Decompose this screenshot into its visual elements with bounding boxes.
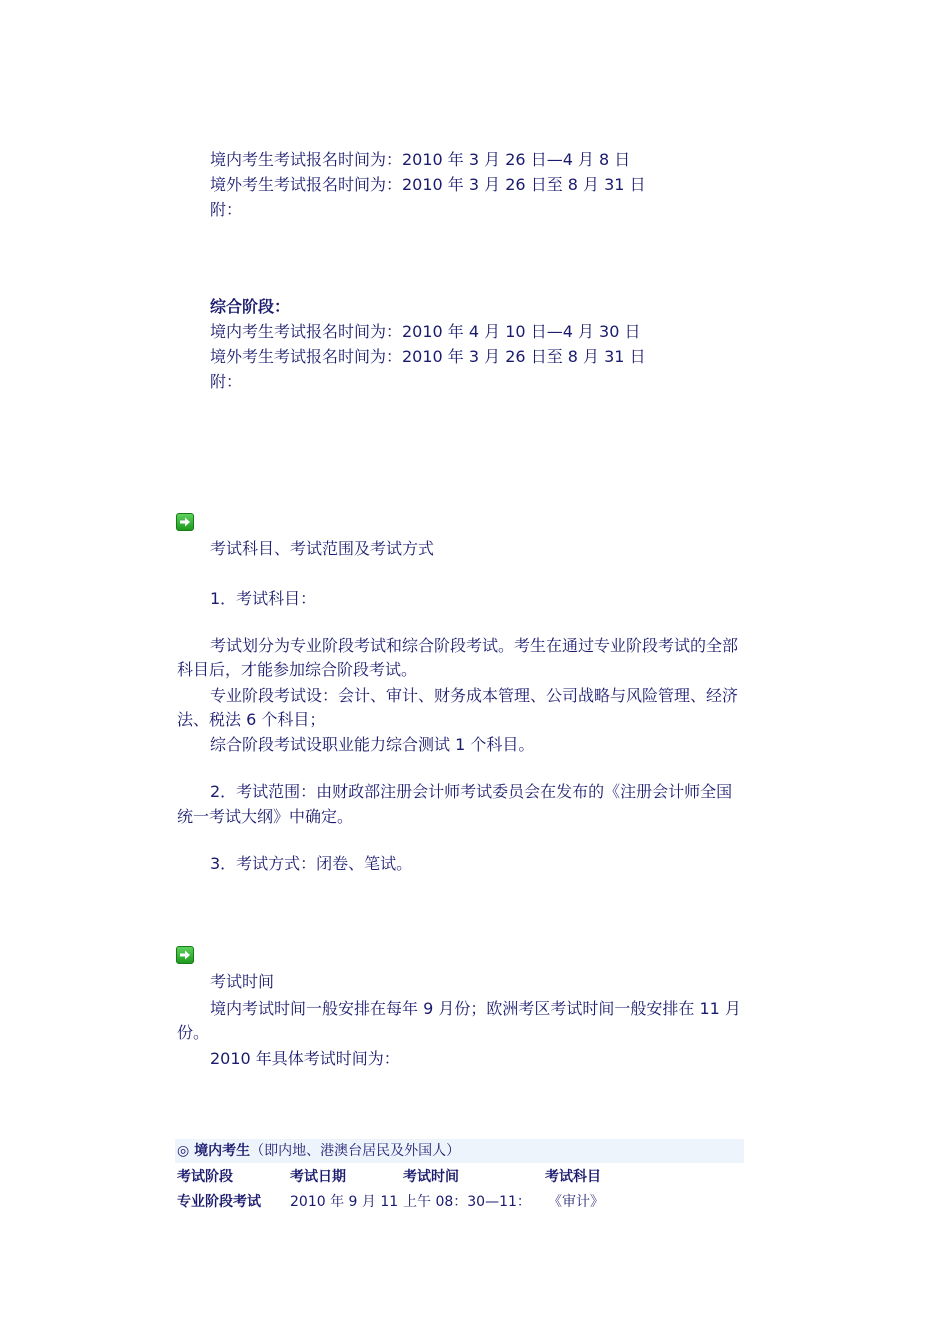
attachment-label-1: 附： <box>210 200 243 219</box>
table-cell-date: 2010 年 9 月 11 <box>290 1194 399 1210</box>
table-band-note: （即内地、港澳台居民及外国人） <box>250 1143 461 1159</box>
subjects-item-3: 3．考试方式：闭卷、笔试。 <box>210 854 413 873</box>
table-band-label <box>177 1139 460 1163</box>
table-cell-subject: 《审计》 <box>548 1194 604 1210</box>
arrow-right-icon <box>176 946 194 964</box>
table-cell-stage: 专业阶段考试 <box>177 1194 261 1210</box>
table-header-date: 考试日期 <box>290 1169 346 1185</box>
subjects-paragraph-1-line-1: 考试划分为专业阶段考试和综合阶段考试。考生在通过专业阶段考试的全部 <box>210 636 739 655</box>
subjects-paragraph-2-line-2: 法、税法 6 个科目； <box>177 710 326 729</box>
subjects-item-2-line-2: 统一考试大纲》中确定。 <box>177 807 354 826</box>
subjects-paragraph-2-line-1: 专业阶段考试设：会计、审计、财务成本管理、公司战略与风险管理、经济 <box>210 686 739 705</box>
domestic-registration-1: 境内考生考试报名时间为：2010 年 3 月 26 日—4 月 8 日 <box>210 150 631 169</box>
table-header-stage: 考试阶段 <box>177 1169 233 1185</box>
subjects-section-title: 考试科目、考试范围及考试方式 <box>210 539 435 558</box>
subjects-item-2-line-1: 2．考试范围：由财政部注册会计师考试委员会在发布的《注册会计师全国 <box>210 782 733 801</box>
time-paragraph-2: 2010 年具体考试时间为： <box>210 1049 400 1068</box>
subjects-item-1: 1．考试科目： <box>210 589 317 608</box>
table-band-title: ◎ 境内考生 <box>177 1143 251 1159</box>
table-cell-time: 上午 08：30—11： <box>403 1194 531 1210</box>
time-paragraph-1-line-2: 份。 <box>177 1023 210 1042</box>
comprehensive-stage-heading: 综合阶段： <box>210 297 291 316</box>
domestic-registration-2: 境内考生考试报名时间为：2010 年 4 月 10 日—4 月 30 日 <box>210 322 641 341</box>
subjects-paragraph-1-line-2: 科目后，才能参加综合阶段考试。 <box>177 660 418 679</box>
overseas-registration-2: 境外考生考试报名时间为：2010 年 3 月 26 日至 8 月 31 日 <box>210 347 646 366</box>
attachment-label-2: 附： <box>210 372 243 391</box>
time-paragraph-1-line-1: 境内考试时间一般安排在每年 9 月份；欧洲考区考试时间一般安排在 11 月 <box>210 999 741 1018</box>
arrow-right-icon <box>176 513 194 531</box>
overseas-registration-1: 境外考生考试报名时间为：2010 年 3 月 26 日至 8 月 31 日 <box>210 175 646 194</box>
time-section-title: 考试时间 <box>210 972 275 991</box>
table-header-time: 考试时间 <box>403 1169 459 1185</box>
subjects-paragraph-3: 综合阶段考试设职业能力综合测试 1 个科目。 <box>210 735 535 754</box>
table-header-subject: 考试科目 <box>545 1169 601 1185</box>
